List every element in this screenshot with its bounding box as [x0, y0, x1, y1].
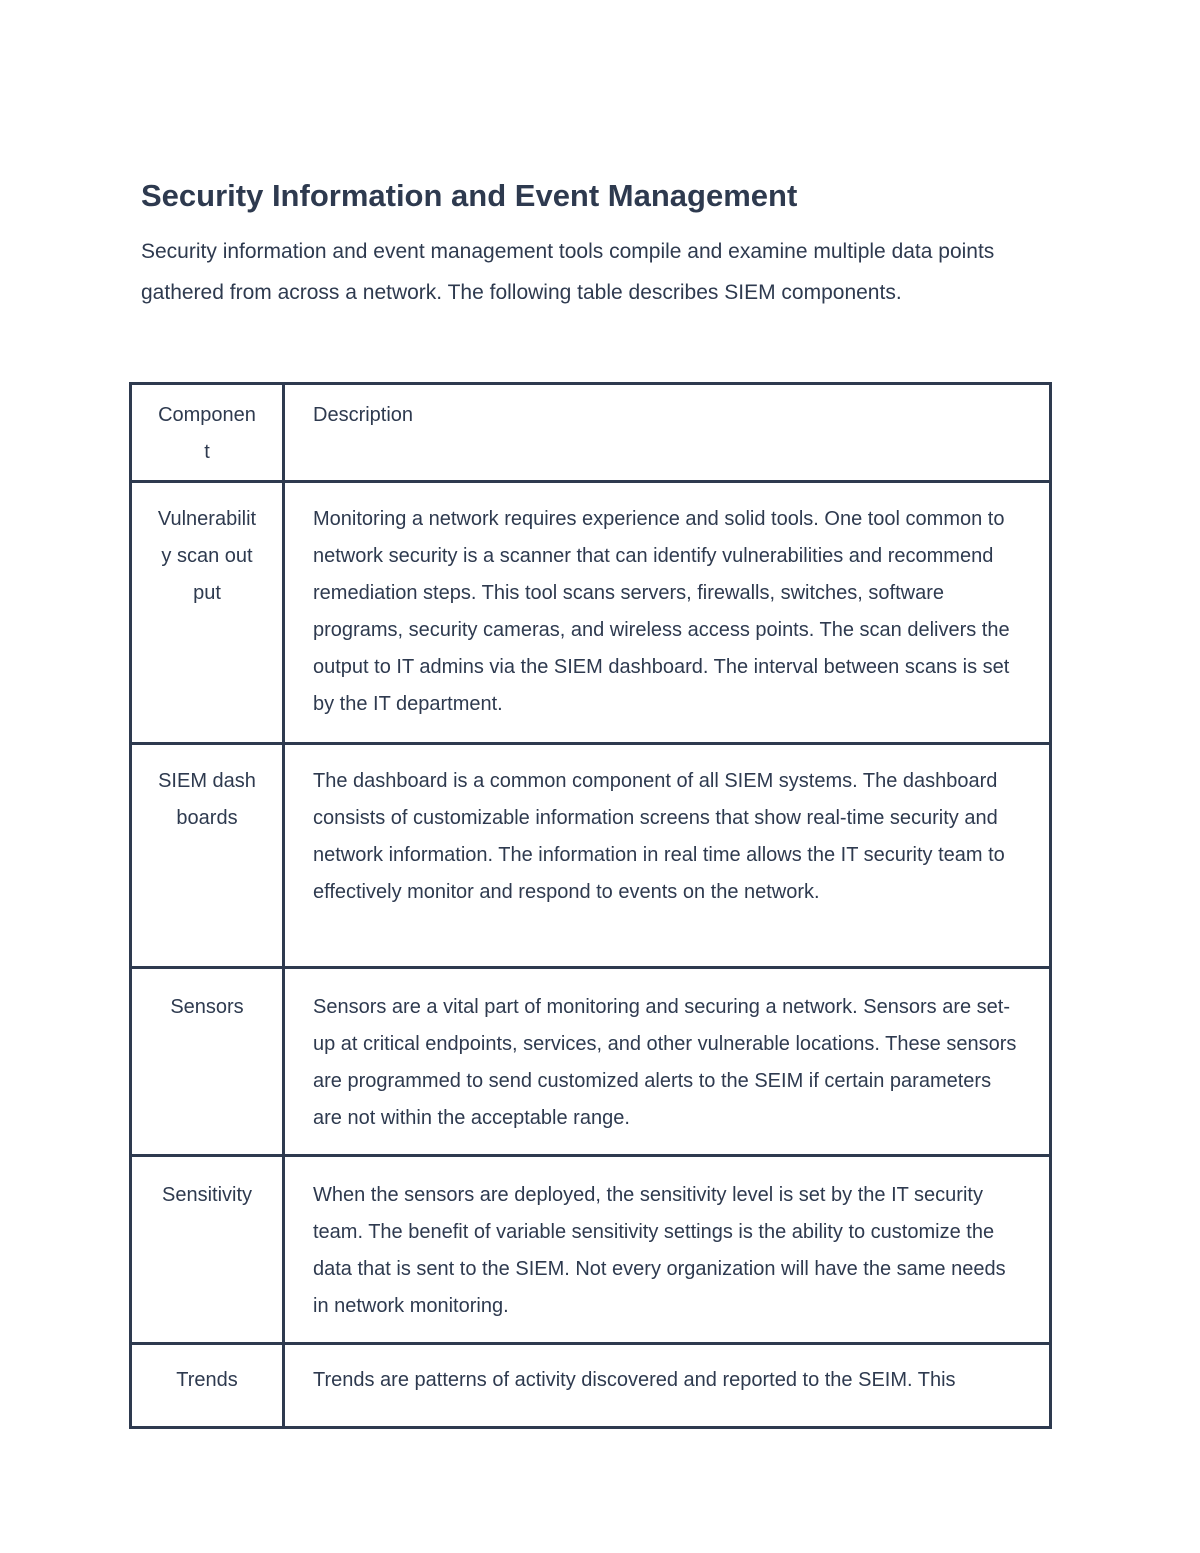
component-name: Vulnerability scan output	[157, 508, 257, 604]
description-cell	[284, 1156, 1051, 1344]
table-row	[131, 482, 1051, 744]
component-name: Trends	[176, 1369, 238, 1391]
component-description: Monitoring a network requires experience and solid tools. One tool common to network security is a scanner that can identify vulnerabilities and recommend remediation steps. This tool scans servers, firewalls, switches, software programs, security cameras, and wireless access points. The scan delivers the output to IT admins via the SIEM dashboard. The interval between scans is set by the IT department.	[313, 508, 1010, 715]
component-description: The dashboard is a common component of all SIEM systems. The dashboard consists of customizable information screens that show real-time security and network information. The information in real time allows the IT security team to effectively monitor and respond to events on the network.	[313, 770, 1005, 903]
table-header-row	[131, 384, 1051, 482]
component-cell	[131, 1156, 284, 1344]
table-row	[131, 1156, 1051, 1344]
table-row	[131, 968, 1051, 1156]
component-name: SIEM dashboards	[158, 770, 256, 829]
intro-paragraph: Security information and event management tools compile and examine multiple data points gathered from across a network. The following table describes SIEM components.	[141, 240, 995, 304]
header-label-description: Description	[313, 404, 414, 426]
component-name: Sensitivity	[161, 1184, 253, 1206]
header-label-component: Component	[158, 404, 256, 463]
description-cell	[284, 968, 1051, 1156]
siem-components-table	[129, 382, 1052, 1429]
table-row	[131, 744, 1051, 968]
component-name: Sensors	[170, 996, 244, 1018]
page-title: Security Information and Event Management	[141, 178, 798, 213]
component-cell	[131, 968, 284, 1156]
component-cell	[131, 482, 284, 744]
description-cell	[284, 744, 1051, 968]
table-row	[131, 1344, 1051, 1428]
description-cell	[284, 482, 1051, 744]
header-cell-component	[131, 384, 284, 482]
component-description: Trends are patterns of activity discovered and reported to the SEIM. This	[313, 1369, 956, 1391]
component-cell	[131, 1344, 284, 1428]
description-cell	[284, 1344, 1051, 1428]
component-description: When the sensors are deployed, the sensitivity level is set by the IT security team. The benefit of variable sensitivity settings is the ability to customize the data that is sent to the SIEM. Not every organization will have the same needs in network monitoring.	[313, 1184, 1006, 1317]
component-description: Sensors are a vital part of monitoring and securing a network. Sensors are set-up at critical endpoints, services, and other vulnerable locations. These sensors are programmed to send customized alerts to the SEIM if certain parameters are not within the acceptable range.	[313, 996, 1017, 1129]
component-cell	[131, 744, 284, 968]
header-cell-description	[284, 384, 1051, 482]
